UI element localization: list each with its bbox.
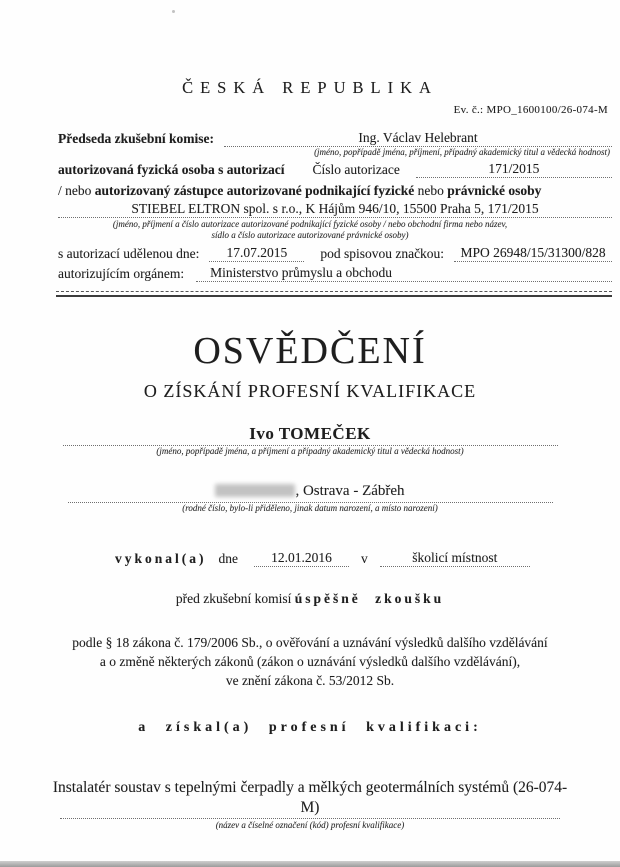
company-row xyxy=(58,201,612,218)
qualification-caption: (název a číselné označení (kód) profesní kvalifikace) xyxy=(215,820,405,830)
law-line-2: a o změně některých zákonů (zákon o uznávání výsledků dalšího vzdělávání), xyxy=(99,654,521,669)
birth-place: , Ostrava - Zábřeh xyxy=(295,483,405,499)
exam-date: 12.01.2016 xyxy=(271,550,332,565)
gained-qualification-line: a získal(a) profesní kvalifikaci: xyxy=(138,720,482,735)
alt-line-bold-1: autorizovaný zástupce autorizované podnikající fyzické xyxy=(94,183,415,198)
file-number-value: MPO 26948/15/31300/828 xyxy=(460,245,606,260)
performed-v: v xyxy=(361,551,368,566)
authority-field xyxy=(196,265,612,282)
chairman-row xyxy=(58,130,612,147)
file-number-label: pod spisovou značkou: xyxy=(320,246,445,261)
scan-noise-speck xyxy=(172,10,175,13)
exam-place: školicí místnost xyxy=(412,550,498,565)
ev-number-line xyxy=(0,104,608,116)
redacted-birth-number xyxy=(215,484,295,497)
qualification-name-line-2: M) xyxy=(300,799,320,816)
authorized-person-row xyxy=(58,161,612,178)
alternative-representative-line xyxy=(58,183,620,199)
exam-result: úspěšně zkoušku xyxy=(294,591,445,606)
auth-number-value: 171/2015 xyxy=(488,161,540,176)
exam-place-field xyxy=(380,550,530,567)
company-field xyxy=(58,201,612,218)
authority-label: autorizujícím orgánem: xyxy=(58,266,185,281)
authority-value: Ministerstvo průmyslu a obchodu xyxy=(210,265,392,280)
performed-dne: dne xyxy=(218,551,239,566)
granted-date: 17.07.2015 xyxy=(226,245,288,260)
authorized-person-label: autorizovaná fyzická osoba s autorizací xyxy=(58,162,285,177)
ev-number-label: Ev. č.: xyxy=(453,104,484,116)
alt-line-bold-2: právnické osoby xyxy=(447,183,542,198)
law-paragraph xyxy=(45,633,575,690)
law-line-3: ve znění zákona č. 53/2012 Sb. xyxy=(225,673,395,688)
ev-number-value: MPO_1600100/26-074-M xyxy=(486,104,608,116)
qualification-name-line-1: Instalatér soustav s tepelnými čerpadly a mělkých geotermálních systémů (26-074- xyxy=(52,779,568,796)
scan-edge-shadow xyxy=(0,861,620,867)
certificate-title: OSVĚDČENÍ xyxy=(193,330,427,372)
granted-label: s autorizací udělenou dne: xyxy=(58,246,200,261)
birth-info-caption: (rodné číslo, bylo-li přiděleno, jinak datum narození, a místo narození) xyxy=(182,503,438,513)
chairman-caption: (jméno, popřípadě jména, příjmení, případný akademický titul a vědecká hodnost) xyxy=(314,147,610,157)
exam-performed-row xyxy=(115,550,620,567)
commission-result-line xyxy=(0,591,620,607)
auth-number-field xyxy=(416,161,612,178)
performed-verb: vykonal(a) xyxy=(115,551,207,566)
birth-info-row xyxy=(0,483,620,500)
qualification-underline xyxy=(60,818,560,819)
alt-line-mid: nebo xyxy=(414,183,448,198)
law-line-1: podle § 18 zákona č. 179/2006 Sb., o ověřování a uznávání výsledků dalšího vzdělávání xyxy=(72,635,548,650)
qualification-name xyxy=(50,778,570,818)
company-caption-2: sídlo a číslo autorizace autorizované právnické osoby) xyxy=(211,230,409,240)
before-commission-text: před zkušební komisí xyxy=(175,591,295,606)
file-number-field xyxy=(454,245,612,262)
authorization-granted-row xyxy=(58,245,612,262)
company-captions xyxy=(0,219,620,241)
holder-name: Ivo TOMEČEK xyxy=(249,424,371,443)
granted-date-field xyxy=(209,245,304,262)
authority-row xyxy=(58,265,612,282)
certificate-subtitle: O ZÍSKÁNÍ PROFESNÍ KVALIFIKACE xyxy=(143,381,477,401)
company-caption-1: (jméno, příjmení a číslo autorizace autorizované podnikající fyzické osoby / nebo obchodní firma nebo název, xyxy=(112,219,508,229)
section-divider-rule xyxy=(56,291,612,297)
chairman-name-field xyxy=(224,130,612,147)
chairman-label: Předseda zkušební komise: xyxy=(58,131,215,146)
auth-number-label: Číslo autorizace xyxy=(312,162,400,177)
company-line: STIEBEL ELTRON spol. s r.o., K Hájům 946/10, 15500 Praha 5, 171/2015 xyxy=(131,201,539,216)
exam-date-field xyxy=(254,550,349,567)
alt-line-prefix: / nebo xyxy=(58,183,95,198)
chairman-name: Ing. Václav Helebrant xyxy=(358,130,478,145)
country-header: ČESKÁ REPUBLIKA xyxy=(182,78,438,97)
holder-name-caption: (jméno, popřípadě jména, a příjmení a případný akademický titul a vědecká hodnost) xyxy=(156,446,464,456)
